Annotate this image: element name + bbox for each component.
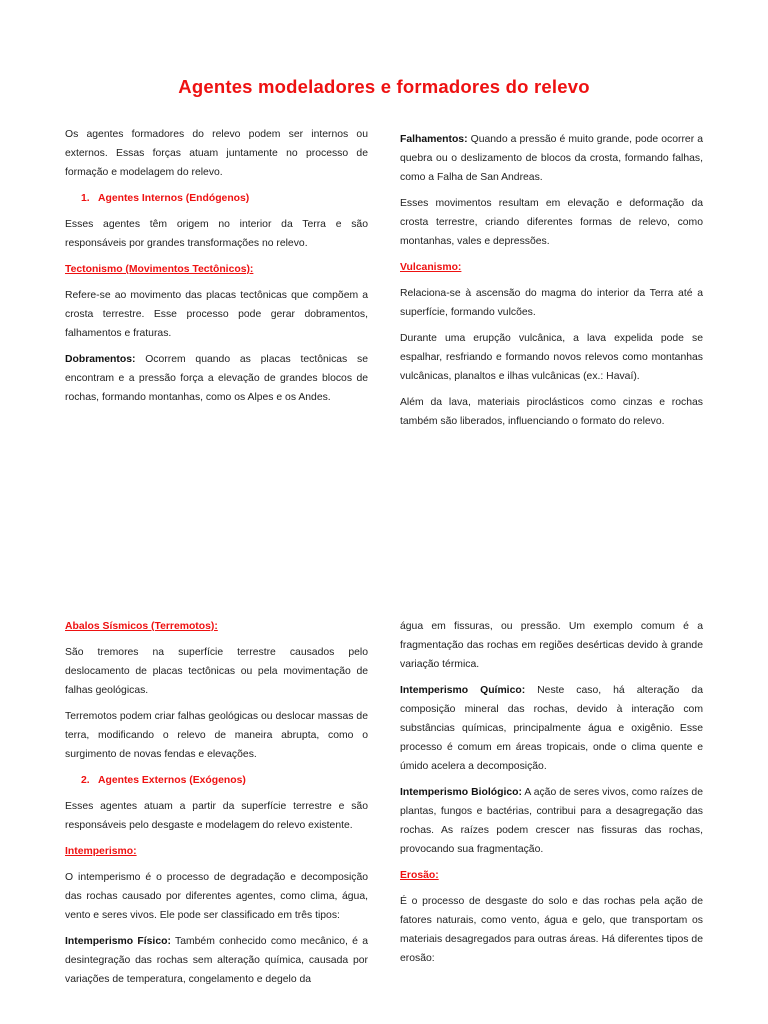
heading-erosao: Erosão: (400, 870, 439, 881)
intemperismo-quimico-paragraph (400, 681, 703, 776)
falhamentos-label: Falhamentos: (400, 134, 468, 145)
heading-number: 1. (81, 193, 90, 204)
fisico-continuation-paragraph: água em fissuras, ou pressão. Um exemplo comum é a fragmentação das rochas em regiões desérticas devido à grande variação térmica. (400, 621, 703, 670)
heading-text: Agentes Internos (Endógenos) (98, 193, 250, 204)
heading-agentes-externos (81, 771, 368, 790)
dobramentos-paragraph (65, 350, 368, 407)
heading-intemperismo: Intemperismo: (65, 846, 137, 857)
dobramentos-text: Ocorrem quando as placas tectônicas se encontram e a pressão força a elevação de grandes blocos de rochas, formando montanhas, como os Alpes e os Andes. (65, 354, 368, 403)
dobramentos-label: Dobramentos: (65, 354, 136, 365)
intemperismo-fisico-paragraph (65, 932, 368, 989)
abalos-paragraph-1: São tremores na superfície terrestre causados pelo deslocamento de placas tectônicas ou pela movimentação de falhas geológicas. (65, 647, 368, 696)
heading-text: Agentes Externos (Exógenos) (98, 775, 246, 786)
column-lower-right (400, 617, 703, 975)
intemperismo-biologico-paragraph (400, 783, 703, 859)
erosao-paragraph: É o processo de desgaste do solo e das rochas pela ação de fatores naturais, como vento, água e gelo, que transportam os materiais desagregados para outras áreas. Há diferentes tipos de erosão: (400, 896, 703, 964)
column-upper-right (400, 130, 703, 438)
heading-number: 2. (81, 775, 90, 786)
quimico-label: Intemperismo Químico: (400, 685, 526, 696)
column-lower-left (65, 617, 368, 996)
heading-abalos-sismicos: Abalos Sísmicos (Terremotos): (65, 621, 218, 632)
heading-vulcanismo: Vulcanismo: (400, 262, 462, 273)
fisico-label: Intemperismo Físico: (65, 936, 171, 947)
vulcanismo-paragraph-3: Além da lava, materiais piroclásticos como cinzas e rochas também são liberados, influenciando o formato do relevo. (400, 397, 703, 427)
biologico-label: Intemperismo Biológico: (400, 787, 522, 798)
internos-paragraph: Esses agentes têm origem no interior da Terra e são responsáveis por grandes transformações no relevo. (65, 219, 368, 249)
column-upper-left (65, 125, 368, 414)
biologico-text: A ação de seres vivos, como raízes de plantas, fungos e bactérias, contribui para a desagregação das rochas. As raízes podem crescer nas fissuras das rochas, provocando sua fragmentação. (400, 787, 703, 855)
intemperismo-paragraph: O intemperismo é o processo de degradação e decomposição das rochas causado por diferentes agentes, como clima, água, vento e seres vivos. Ele pode ser classificado em três tipos: (65, 872, 368, 921)
heading-tectonismo: Tectonismo (Movimentos Tectônicos): (65, 264, 254, 275)
abalos-paragraph-2: Terremotos podem criar falhas geológicas ou deslocar massas de terra, modificando o relevo de maneira abrupta, como o surgimento de novas fendas e elevações. (65, 711, 368, 760)
fisico-text: Também conhecido como mecânico, é a desintegração das rochas sem alteração química, causada por variações de temperatura, congelamento e degelo da (65, 936, 369, 985)
heading-agentes-internos (81, 189, 368, 208)
vulcanismo-paragraph-1: Relaciona-se à ascensão do magma do interior da Terra até a superfície, formando vulcões. (400, 288, 703, 318)
falhamentos-paragraph (400, 130, 703, 187)
vulcanismo-paragraph-2: Durante uma erupção vulcânica, a lava expelida pode se espalhar, resfriando e formando novos relevos como montanhas vulcânicas, planaltos e ilhas vulcânicas (ex.: Havaí). (400, 333, 703, 382)
quimico-text: Neste caso, há alteração da composição mineral das rochas, devido à interação com substâncias químicas, principalmente água e oxigênio. Esse processo é comum em áreas tropicais, onde o clima quente e úmido acelera a decomposição. (400, 685, 703, 772)
intro-paragraph: Os agentes formadores do relevo podem ser internos ou externos. Essas forças atuam juntamente no processo de formação e modelagem do relevo. (65, 129, 368, 178)
tectonismo-paragraph: Refere-se ao movimento das placas tectônicas que compõem a crosta terrestre. Esse processo pode gerar dobramentos, falhamentos e fraturas. (65, 290, 368, 339)
externos-paragraph: Esses agentes atuam a partir da superfície terrestre e são responsáveis pelo desgaste e modelagem do relevo existente. (65, 801, 368, 831)
falhamentos-text: Quando a pressão é muito grande, pode ocorrer a quebra ou o deslizamento de blocos da crosta, formando falhas, como a Falha de San Andreas. (400, 134, 703, 183)
page-title: Agentes modeladores e formadores do relevo (178, 76, 590, 97)
movimentos-paragraph: Esses movimentos resultam em elevação e deformação da crosta terrestre, criando diferentes formas de relevo, como montanhas, vales e depressões. (400, 198, 703, 247)
